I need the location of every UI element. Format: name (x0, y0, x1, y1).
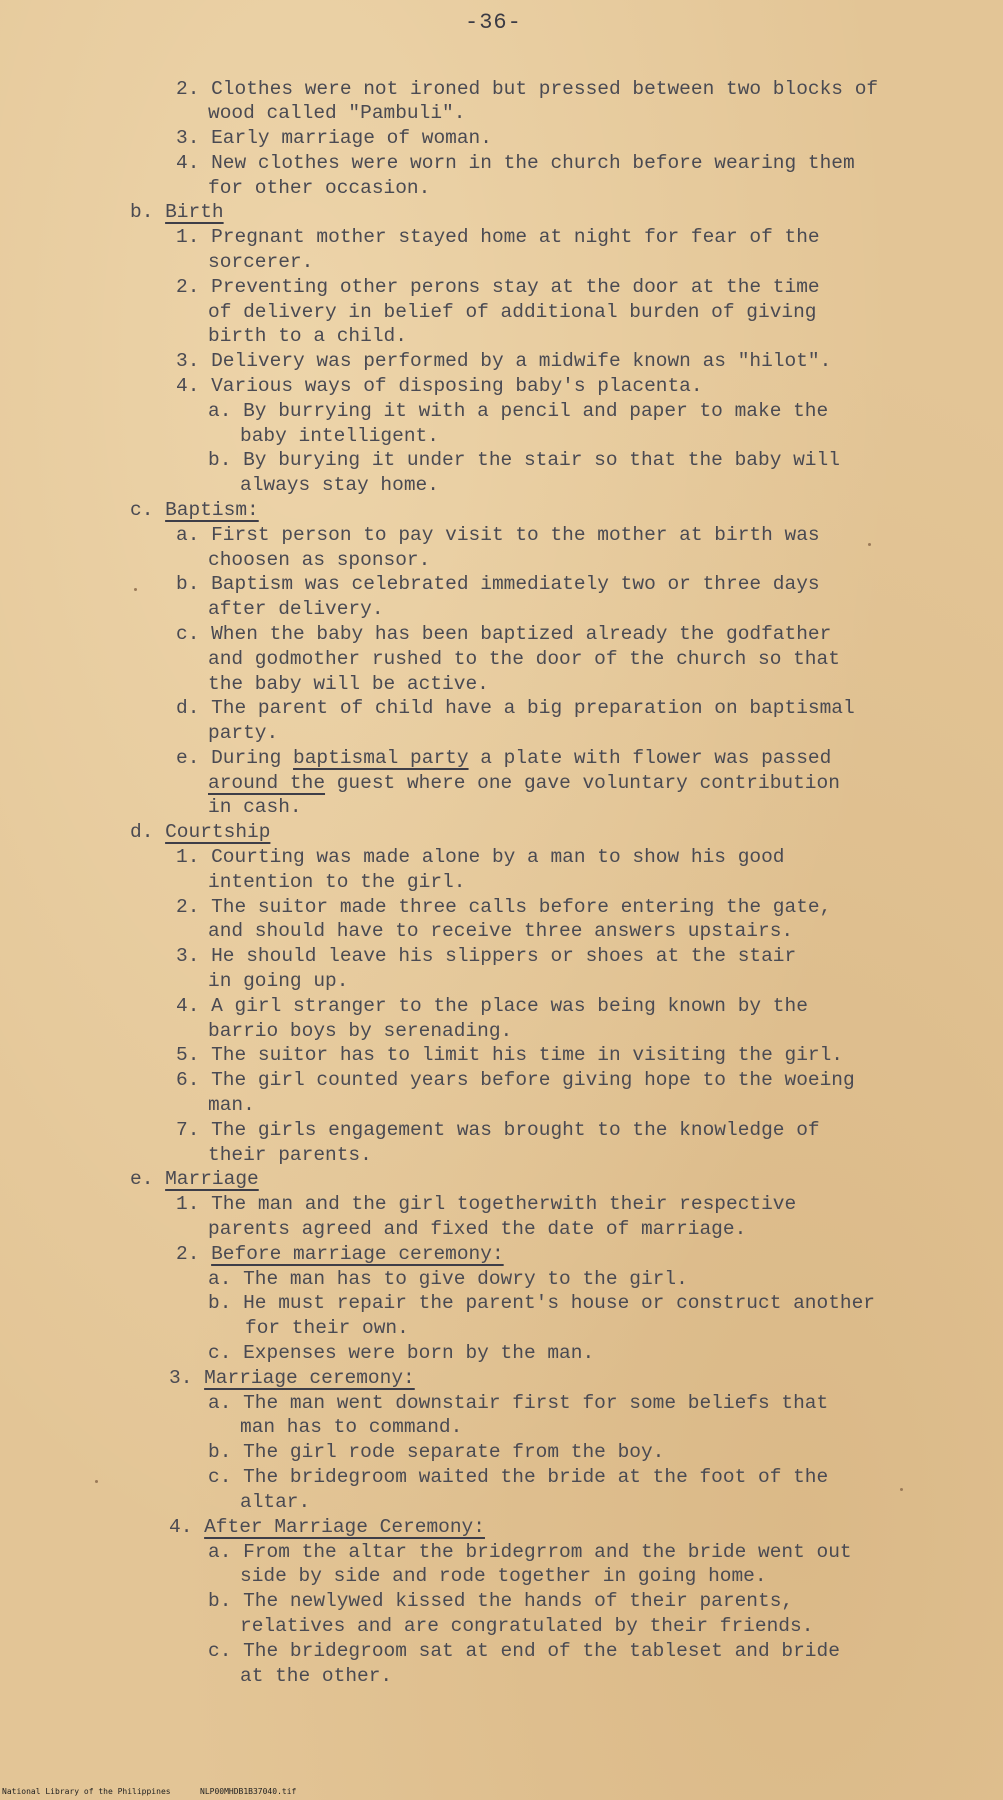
text-line: their parents. (208, 1144, 372, 1166)
text-line: 1. The man and the girl togetherwith their respective (176, 1193, 797, 1215)
section-heading-birth (130, 200, 224, 225)
paper-speck (95, 1480, 98, 1483)
text-line: a. The man went downstair first for some beliefs that (208, 1392, 829, 1414)
subsection-number: 3. (169, 1367, 205, 1389)
paper-speck (134, 588, 137, 591)
text-line: in cash. (208, 796, 302, 818)
text-line: party. (208, 722, 279, 744)
section-title: Courtship (165, 821, 271, 843)
text-line: man has to command. (240, 1416, 463, 1438)
text-line: c. Expenses were born by the man. (208, 1342, 595, 1364)
text-line: 7. The girls engagement was brought to the knowledge of (176, 1119, 820, 1141)
section-letter: e. (130, 1168, 166, 1190)
text-line: parents agreed and fixed the date of marriage. (208, 1218, 747, 1240)
text-line: birth to a child. (208, 325, 407, 347)
text-segment: a plate with flower was passed (468, 747, 832, 769)
subsection-number: 4. (169, 1516, 205, 1538)
text-line: a. By burrying it with a pencil and paper to make the (208, 400, 829, 422)
subsection-number: 2. (176, 1243, 212, 1265)
section-title: Baptism: (165, 499, 259, 521)
text-line: and should have to receive three answers upstairs. (208, 920, 794, 942)
text-line: for other occasion. (208, 177, 431, 199)
section-letter: c. (130, 499, 166, 521)
text-line: man. (208, 1094, 255, 1116)
text-line: c. When the baby has been baptized already the godfather (176, 623, 832, 645)
text-line: in going up. (208, 970, 349, 992)
text-line: 1. Pregnant mother stayed home at night for fear of the (176, 226, 820, 248)
text-line: sorcerer. (208, 251, 314, 273)
text-line: 2. The suitor made three calls before entering the gate, (176, 896, 832, 918)
text-line: a. The man has to give dowry to the girl. (208, 1268, 688, 1290)
text-line (176, 746, 831, 771)
text-line: 4. Various ways of disposing baby's placenta. (176, 375, 703, 397)
underlined-phrase: baptismal party (293, 747, 469, 769)
text-line: 3. Delivery was performed by a midwife known as "hilot". (176, 350, 832, 372)
text-line: 5. The suitor has to limit his time in visiting the girl. (176, 1044, 844, 1066)
footer-library-name: National Library of the Philippines (2, 1787, 171, 1796)
page-number: -36- (465, 10, 522, 35)
text-line: for their own. (245, 1317, 409, 1339)
text-line: b. The girl rode separate from the boy. (208, 1441, 665, 1463)
text-line: 2. Preventing other perons stay at the door at the time (176, 276, 820, 298)
subsection-heading (169, 1515, 485, 1540)
text-line: barrio boys by serenading. (208, 1020, 513, 1042)
subsection-title: Before marriage ceremony: (211, 1243, 504, 1265)
text-line: after delivery. (208, 598, 384, 620)
text-line (208, 771, 840, 796)
section-heading-baptism (130, 498, 259, 523)
text-line: wood called "Pambuli". (208, 102, 466, 124)
text-line: baby intelligent. (240, 425, 439, 447)
text-line: c. The bridegroom waited the bride at the foot of the (208, 1466, 829, 1488)
text-line: b. The newlywed kissed the hands of their parents, (208, 1590, 794, 1612)
text-segment: e. During (176, 747, 294, 769)
section-letter: b. (130, 201, 166, 223)
paper-speck (900, 1488, 903, 1491)
underlined-phrase: around the (208, 772, 326, 794)
text-line: 3. He should leave his slippers or shoes at the stair (176, 945, 797, 967)
text-line: altar. (240, 1491, 311, 1513)
subsection-title: After Marriage Ceremony: (204, 1516, 485, 1538)
text-line: of delivery in belief of additional burden of giving (208, 301, 817, 323)
subsection-heading (169, 1366, 415, 1391)
text-line: b. He must repair the parent's house or construct another (208, 1292, 876, 1314)
section-title: Marriage (165, 1168, 259, 1190)
text-line: b. Baptism was celebrated immediately two or three days (176, 573, 820, 595)
section-title: Birth (165, 201, 224, 223)
text-line: intention to the girl. (208, 871, 466, 893)
text-line: 6. The girl counted years before giving hope to the woeing (176, 1069, 855, 1091)
text-line: and godmother rushed to the door of the church so that (208, 648, 840, 670)
subsection-heading (176, 1242, 504, 1267)
text-line: always stay home. (240, 474, 439, 496)
text-line: 1. Courting was made alone by a man to show his good (176, 846, 785, 868)
section-letter: d. (130, 821, 166, 843)
text-line: 4. New clothes were worn in the church before wearing them (176, 152, 855, 174)
subsection-title: Marriage ceremony: (204, 1367, 415, 1389)
footer-file-id: NLP00MHDB1B37040.tif (200, 1787, 297, 1796)
text-line: b. By burying it under the stair so that the baby will (208, 449, 840, 471)
text-line: d. The parent of child have a big preparation on baptismal (176, 697, 855, 719)
paper-speck (868, 543, 871, 546)
text-line: 2. Clothes were not ironed but pressed between two blocks of (176, 78, 879, 100)
text-line: 3. Early marriage of woman. (176, 127, 492, 149)
text-line: a. First person to pay visit to the mother at birth was (176, 524, 820, 546)
text-segment: guest where one gave voluntary contribution (325, 772, 840, 794)
text-line: choosen as sponsor. (208, 549, 431, 571)
text-line: a. From the altar the bridegrrom and the bride went out (208, 1541, 852, 1563)
text-line: the baby will be active. (208, 673, 489, 695)
text-line: side by side and rode together in going home. (240, 1565, 767, 1587)
text-line: at the other. (240, 1665, 393, 1687)
section-heading-courtship (130, 820, 270, 845)
text-line: relatives and are congratulated by their friends. (240, 1615, 814, 1637)
text-line: c. The bridegroom sat at end of the tableset and bride (208, 1640, 840, 1662)
text-line: 4. A girl stranger to the place was being known by the (176, 995, 808, 1017)
section-heading-marriage (130, 1167, 259, 1192)
